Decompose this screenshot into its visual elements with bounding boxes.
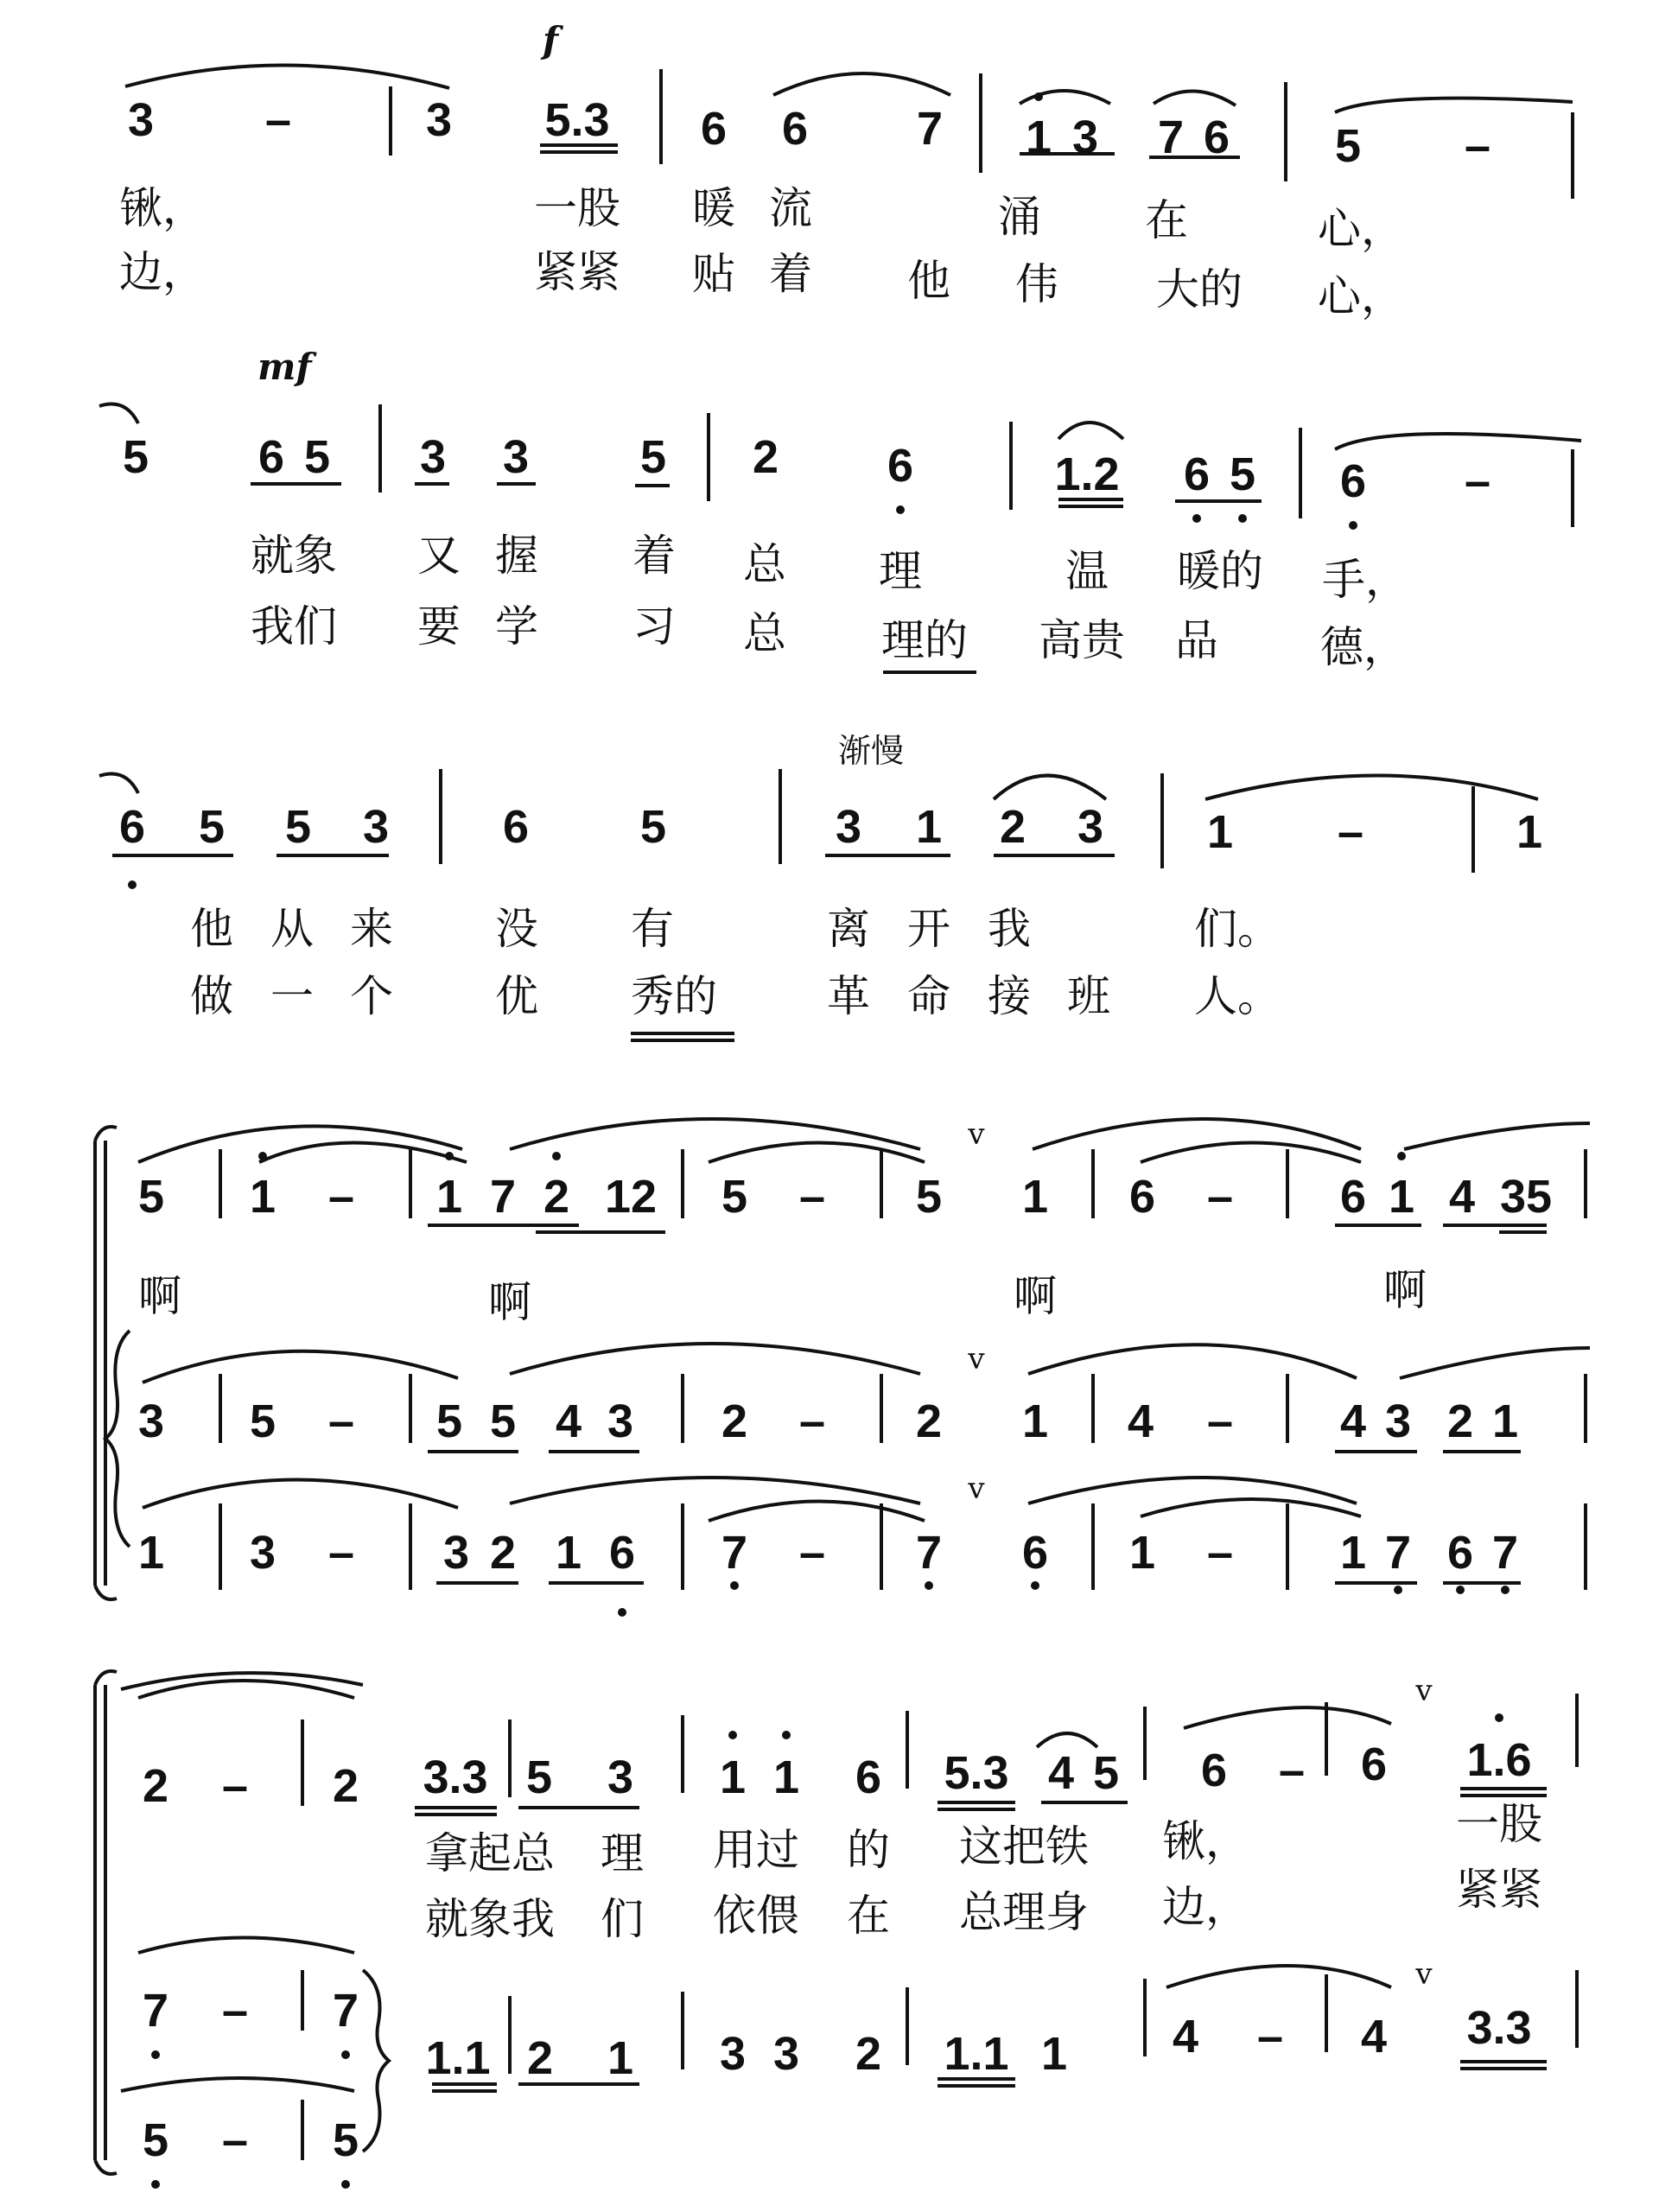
note: 12 [604, 1171, 658, 1223]
note: 6 [1183, 448, 1211, 500]
lyric: 啊 [1383, 1265, 1427, 1315]
note: 3 [249, 1527, 276, 1579]
lyric: 接 [988, 971, 1031, 1021]
note: 3 [772, 2028, 800, 2080]
lyric: 从 [270, 904, 314, 954]
note: 1 [1128, 1527, 1156, 1579]
beams [415, 1789, 1547, 2091]
note: 7 [142, 1985, 169, 2037]
lyric: 这把铁 [959, 1821, 1089, 1872]
note: 3 [607, 1395, 634, 1447]
tempo-ritardando: 渐慢 [838, 732, 905, 770]
slur [994, 776, 1106, 800]
note: 1 [1040, 2028, 1068, 2080]
note: 1 [1516, 806, 1543, 858]
note: 3 [1077, 801, 1104, 853]
lyric: 的 [847, 1825, 890, 1875]
lyric: 来 [350, 904, 393, 954]
lyric: 着 [632, 531, 676, 581]
lyric: 革 [827, 971, 870, 1021]
note: 3 [425, 94, 453, 146]
lyric: 流 [769, 183, 812, 233]
lyric: 他 [907, 256, 950, 306]
lyric: 在 [1145, 195, 1188, 245]
note: 2 [721, 1395, 748, 1447]
note: – [1337, 806, 1364, 858]
note: 5 [332, 2114, 359, 2166]
lyric: 秀的 [631, 971, 717, 1021]
note: 3 [362, 801, 390, 853]
note: 7 [721, 1527, 748, 1579]
lyric: 优 [495, 971, 538, 1021]
note: 5 [915, 1171, 943, 1223]
lyric: 又 [417, 531, 461, 581]
note: 1 [1025, 111, 1052, 163]
lyric: 人。 [1194, 971, 1281, 1021]
note: 6 [1339, 455, 1367, 507]
note: – [798, 1527, 826, 1579]
note: 6 [118, 801, 146, 853]
note: 6 [1339, 1171, 1367, 1223]
note: 6 [608, 1527, 636, 1579]
lyric: 用过 [713, 1825, 799, 1875]
note: 6 [700, 103, 728, 155]
lyric: 边， [1162, 1882, 1249, 1932]
lyric: 涌 [998, 192, 1041, 242]
system-brace [105, 1331, 130, 1547]
lyric: 没 [495, 904, 538, 954]
note: 2 [752, 431, 779, 483]
breath-mark: v [968, 1342, 985, 1376]
note: 5 [249, 1395, 276, 1447]
note: – [1464, 455, 1491, 507]
note: 3.3 [423, 1751, 488, 1803]
note: 5 [284, 801, 312, 853]
lyric: 边， [119, 247, 206, 297]
lyric: 在 [847, 1891, 890, 1941]
note: 6 [502, 801, 530, 853]
lyric: 德， [1320, 622, 1407, 672]
note: 3 [419, 431, 447, 483]
note: 6 [1203, 111, 1230, 163]
lyric: 有 [631, 904, 674, 954]
note: 1 [1021, 1395, 1049, 1447]
slur [773, 73, 950, 95]
lyric: 锹， [119, 183, 206, 233]
note: – [798, 1171, 826, 1223]
lyric: 一股 [1456, 1799, 1542, 1849]
lyric: 暖 [692, 183, 735, 233]
lyric: 总 [743, 608, 786, 658]
note: 5 [525, 1751, 553, 1803]
note: 4 [1448, 1171, 1476, 1223]
note: 6 [1200, 1745, 1228, 1796]
note: 2 [543, 1171, 570, 1223]
note: 6 [855, 1751, 882, 1803]
note: 7 [916, 103, 944, 155]
note: 7 [915, 1527, 943, 1579]
note: 5 [639, 801, 667, 853]
slurs [138, 1119, 1590, 1521]
note: 3 [835, 801, 862, 853]
lyric: 就象 [251, 531, 337, 581]
slur [1154, 91, 1236, 105]
note: 6 [1446, 1527, 1474, 1579]
lyric: 大的 [1156, 264, 1243, 315]
lyric: 学 [495, 601, 538, 652]
note: – [221, 1760, 249, 1812]
lyric: 品 [1175, 615, 1218, 665]
lyric: 暖的 [1177, 546, 1263, 596]
note: 7 [1157, 111, 1185, 163]
system-bracket [95, 1671, 117, 1685]
note: – [1464, 120, 1491, 172]
note: 5 [198, 801, 226, 853]
lyric: 握 [495, 531, 538, 581]
lyric: 开 [907, 904, 950, 954]
note: 6 [257, 431, 285, 483]
note: 2 [999, 801, 1027, 853]
note: 2 [915, 1395, 943, 1447]
note: 5.3 [544, 94, 610, 146]
lyric: 紧紧 [1456, 1865, 1542, 1915]
note: 5 [1092, 1747, 1120, 1799]
note: – [1278, 1745, 1306, 1796]
note: 4 [1047, 1747, 1075, 1799]
note: 1 [1339, 1527, 1367, 1579]
lyric: 心， [1318, 204, 1404, 254]
note: – [327, 1395, 355, 1447]
note: – [327, 1171, 355, 1223]
note: 5 [142, 2114, 169, 2166]
lyric: 锹， [1162, 1816, 1249, 1866]
lyric: 一 [270, 971, 314, 1021]
dynamic-mezzo-forte: mf [257, 346, 312, 388]
lyric: 班 [1067, 971, 1110, 1021]
lyric: 他 [190, 904, 233, 954]
lyric: 拿起总 [425, 1828, 555, 1878]
note: 1.6 [1466, 1734, 1532, 1786]
note: 5 [489, 1395, 517, 1447]
note: 1 [249, 1171, 276, 1223]
lyric: 依偎 [713, 1891, 799, 1941]
lyric: 们。 [1194, 904, 1281, 954]
lyric: 总理身 [959, 1887, 1089, 1937]
system-bracket [95, 1586, 117, 1599]
note: 2 [489, 1527, 517, 1579]
system-bracket [95, 1127, 117, 1141]
system-bracket [95, 2160, 117, 2174]
note: 5 [721, 1171, 748, 1223]
lyric: 做 [190, 971, 233, 1021]
note: 3 [607, 1751, 634, 1803]
note: 5 [639, 431, 667, 483]
note: 1 [435, 1171, 463, 1223]
slur [1020, 91, 1110, 104]
note: 35 [1499, 1171, 1553, 1223]
note: 1.1 [425, 2032, 491, 2084]
note: 3 [442, 1527, 470, 1579]
note: 4 [1339, 1395, 1367, 1447]
beams [428, 1225, 1547, 1583]
note: – [327, 1527, 355, 1579]
note: 5 [435, 1395, 463, 1447]
octave-dots [128, 92, 1510, 2189]
note: – [1206, 1171, 1234, 1223]
note: 6 [1128, 1171, 1156, 1223]
note: 7 [332, 1985, 359, 2037]
slur [99, 404, 138, 424]
lyric: 着 [769, 249, 812, 299]
note: 1.1 [944, 2028, 1009, 2080]
note: 5 [1229, 448, 1256, 500]
note: 3 [1071, 111, 1099, 163]
note: 1 [137, 1527, 165, 1579]
note: 1 [1388, 1171, 1415, 1223]
note: 3 [1384, 1395, 1412, 1447]
note: 3 [719, 2028, 747, 2080]
lyric: 们 [601, 1894, 644, 1944]
lyric: 啊 [1014, 1271, 1057, 1321]
note: – [798, 1395, 826, 1447]
lyric: 啊 [488, 1277, 531, 1327]
dynamic-forte: f [543, 19, 559, 61]
slur [1335, 434, 1581, 449]
lyric: 我们 [251, 601, 337, 652]
note: 4 [1360, 2011, 1388, 2063]
note: 6 [1021, 1527, 1049, 1579]
note: 5 [303, 431, 331, 483]
note: 5 [122, 431, 149, 483]
lyric: 心， [1318, 271, 1404, 321]
lyric: 啊 [138, 1271, 181, 1321]
note: 2 [526, 2032, 554, 2084]
note: – [221, 2114, 249, 2166]
note: – [221, 1985, 249, 2037]
breath-mark: v [1415, 1957, 1433, 1992]
lyric: 个 [350, 971, 393, 1021]
note: 3 [137, 1395, 165, 1447]
note: 3 [127, 94, 155, 146]
lyric: 伟 [1015, 259, 1058, 309]
note: 1 [1491, 1395, 1519, 1447]
lyric: 贴 [692, 249, 735, 299]
lyric: 高贵 [1039, 615, 1125, 665]
note: 4 [555, 1395, 582, 1447]
note: 5.3 [944, 1747, 1009, 1799]
lyric: 我 [988, 904, 1031, 954]
slur [1335, 99, 1573, 112]
note: 5 [1334, 120, 1362, 172]
note: 6 [887, 440, 914, 492]
note: 2 [1446, 1395, 1474, 1447]
slur [1058, 423, 1123, 439]
system-brace [363, 1970, 389, 2152]
lyric: 离 [827, 904, 870, 954]
slur [99, 774, 138, 794]
lyric: 命 [907, 971, 950, 1021]
note: 2 [142, 1760, 169, 1812]
note: – [1206, 1527, 1234, 1579]
note: 1 [555, 1527, 582, 1579]
slurs [121, 1673, 1391, 2091]
note: 1 [719, 1751, 747, 1803]
note: 7 [489, 1171, 517, 1223]
note: 2 [855, 2028, 882, 2080]
lyric: 就象我 [425, 1894, 555, 1944]
note: 5 [137, 1171, 165, 1223]
note: – [1256, 2011, 1284, 2063]
note: 1 [772, 1751, 800, 1803]
lyric: 一股 [534, 183, 620, 233]
lyric: 温 [1065, 546, 1109, 596]
lyric: 手， [1322, 555, 1408, 605]
lyric: 理的 [881, 615, 968, 665]
note: – [264, 94, 292, 146]
note: 1 [915, 801, 943, 853]
note: 1 [1206, 806, 1234, 858]
lyric: 紧紧 [534, 247, 620, 297]
note: 1 [607, 2032, 634, 2084]
note: 2 [332, 1760, 359, 1812]
lyric: 理 [601, 1828, 644, 1878]
breath-mark: v [968, 1471, 985, 1506]
lyric: 理 [879, 546, 922, 596]
note: 4 [1127, 1395, 1154, 1447]
note: 1 [1021, 1171, 1049, 1223]
note: 3.3 [1466, 2002, 1532, 2054]
slur [125, 65, 449, 88]
note: 7 [1491, 1527, 1519, 1579]
note: 6 [781, 103, 809, 155]
note: – [1206, 1395, 1234, 1447]
note: 6 [1360, 1738, 1388, 1790]
lyric: 总 [743, 539, 786, 589]
lyric: 要 [417, 601, 461, 652]
note: 7 [1384, 1527, 1412, 1579]
slur [1205, 776, 1538, 800]
lyric: 习 [632, 601, 676, 652]
breath-mark: v [1415, 1674, 1433, 1708]
note: 1.2 [1054, 448, 1120, 500]
breath-mark: v [968, 1117, 985, 1152]
note: 4 [1172, 2011, 1199, 2063]
note: 3 [502, 431, 530, 483]
